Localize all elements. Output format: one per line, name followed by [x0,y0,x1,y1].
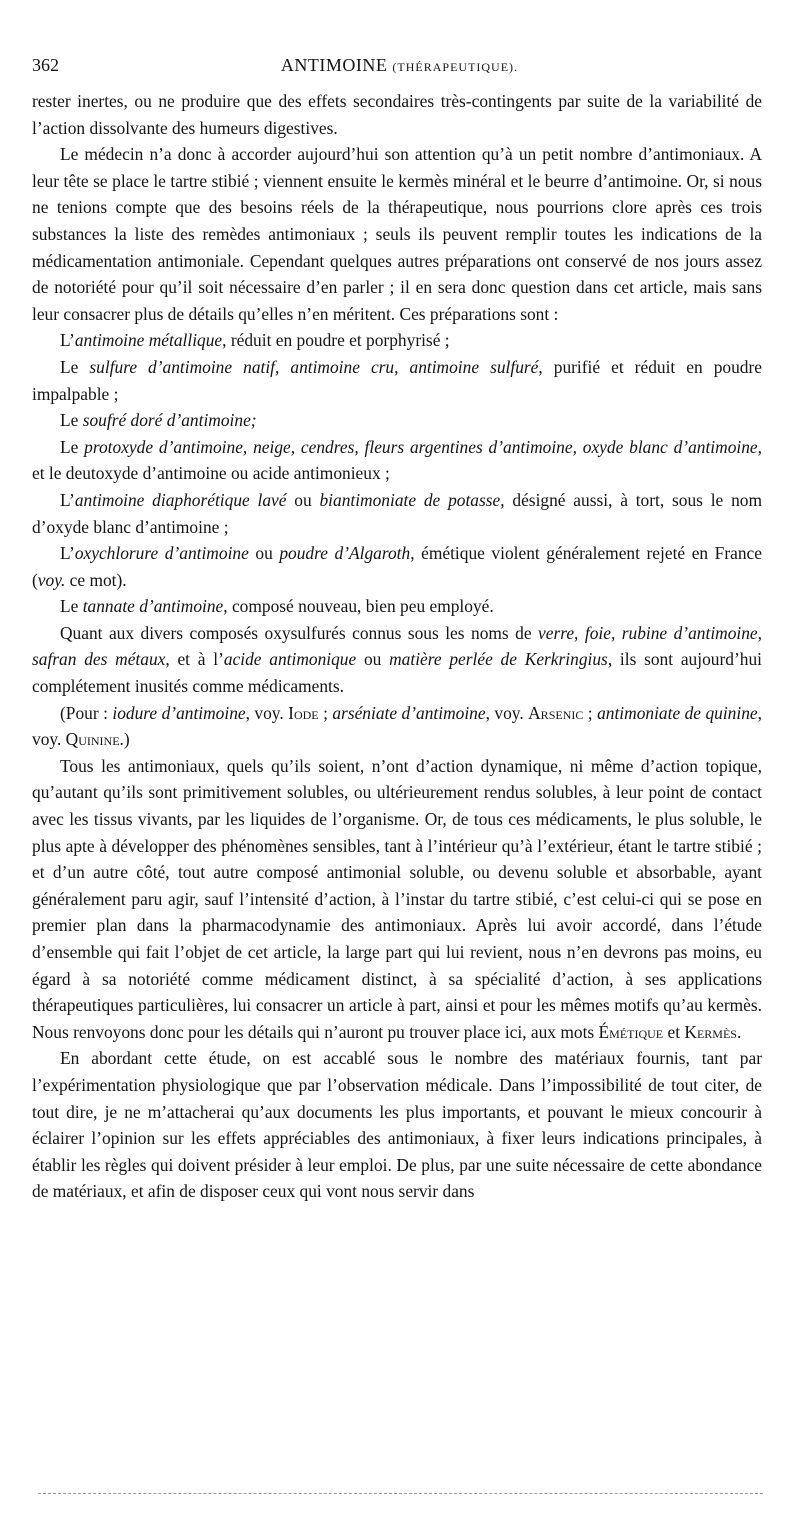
italic-term: verre, foie, rubine d’antimoine, safran des métaux [32,622,762,670]
text-run: , composé nouveau, bien peu employé. [223,596,494,617]
text-run: , émétique violent généralement rejeté en France ( [32,543,762,590]
italic-term: soufré doré d’antimoine; [82,410,257,431]
text-run: L’ [60,330,75,351]
text-run: Le [60,436,85,457]
italic-term: acide antimonique [223,649,357,670]
text-run: , ils sont aujourd’hui complétement inusités comme médicaments. [32,649,762,697]
paragraph-p1 [32,88,762,141]
paragraph-p10 [32,620,762,700]
cross-reference: Kermès [684,1021,737,1042]
cross-reference: Arsenic [528,702,584,723]
italic-term: protoxyde d’antimoine, neige, cendres, fleurs argentines d’antimoine, oxyde blanc d’antimoine [84,436,758,457]
italic-term: poudre d’Algaroth [279,543,411,564]
text-run: Le médecin n’a donc à accorder aujourd’hui son attention qu’à un petit nombre d’antimoniaux. A leur tête se place le tartre stibié ; viennent ensuite le kermès minéral et le beurre d’antimoine. Or, si nous ne tenions compte que des besoins réels de la thérapeutique, nous pourrions clore après ces trois substances la liste des remèdes antimoniaux ; seuls ils peuvent remplir toutes les indications de la médicamentation antimoniale. Cependant quelques autres préparations ont conservé de nos jours assez de notoriété pour qu’il soit nécessaire d’en parler ; il en sera donc question dans cet article, mais sans leur consacrer plus de détails qu’elles n’en méritent. Ces préparations sont : [32,144,762,324]
italic-term: antimoine métallique [74,330,223,351]
text-run: .) [119,729,130,750]
text-run: et [663,1021,685,1042]
running-title [32,55,767,76]
text-run: ou [356,649,390,670]
text-run: rester inertes, ou ne produire que des effets secondaires très-contingents par suite de la variabilité de l’action dissolvante des humeurs digestives. [32,91,762,138]
paragraph-p5 [32,407,762,434]
text-run: , voy. [485,702,529,723]
running-title-sub: (THÉRAPEUTIQUE). [392,60,519,74]
cross-reference: Iode [288,702,319,723]
text-run: Le [60,356,90,377]
article-body [32,88,762,1205]
paragraph-p12 [32,753,762,1046]
text-run: . [736,1021,742,1042]
paragraph-p13 [32,1045,762,1205]
paragraph-p8 [32,540,762,593]
italic-term: antimoine diaphorétique lavé [74,489,287,510]
italic-term: antimoniate de quinine [597,702,758,723]
page-number: 362 [32,55,59,75]
text-run: ou [248,543,280,564]
paragraph-p9 [32,593,762,620]
text-run: Le [60,596,83,617]
text-run: ; [318,702,333,723]
italic-term: biantimoniate de potasse [319,489,501,510]
text-run: , désigné aussi, à tort, sous le nom d’oxyde blanc d’antimoine ; [32,489,762,537]
cross-reference: Émétique [598,1021,664,1042]
paragraph-p3 [32,327,762,354]
paragraph-p11 [32,700,762,753]
text-run: , et le deutoxyde d’antimoine ou acide antimonieux ; [32,436,762,484]
text-run: ; [583,702,598,723]
italic-term: sulfure d’antimoine natif, antimoine cru, antimoine sulfuré [89,356,539,377]
text-run: , purifié et réduit en poudre impalpable ; [32,356,762,404]
italic-term: oxychlorure d’antimoine [74,543,249,564]
text-run: , voy. [245,702,289,723]
text-run: , et à l’ [165,649,224,670]
text-run: , réduit en poudre et porphyrisé ; [222,330,450,351]
cross-reference: Quinine [65,729,120,750]
text-run: Le [60,410,83,431]
text-run: L’ [60,489,75,510]
text-run: Tous les antimoniaux, quels qu’ils soient, n’ont d’action dynamique, ni même d’action topique, qu’autant qu’ils sont primitivement solubles, ou ultérieurement rendus solubles, à leur point de contact avec les tissus vivants, par les liquides de l’organisme. Or, de tous ces médicaments, le plus soluble, le plus apte à développer des phénomènes sensibles, tant à l’intérieur qu’à l’extérieur, étant le tartre stibié ; et d’un autre côté, tout autre composé antimonial soluble, ou devenu soluble et absorbable, ayant généralement paru agir, sauf l’intensité d’action, à l’instar du tartre stibié, c’est celui-ci qui se pose en premier plan dans la pharmacodynamie des antimoniaux. Après lui avoir accordé, dans l’étude d’ensemble qui fait l’objet de cet article, la large part qui lui revient, nous n’en devrons pas moins, eu égard à sa notoriété comme médicament distinct, à sa spécialité d’action, à ses applications thérapeutiques particulières, lui consacrer un article à part, ainsi et pour les mêmes motifs qu’au kermès. Nous renvoyons donc pour les détails qui n’auront pu trouver place ici, aux mots [32,755,762,1042]
italic-term: arséniate d’antimoine [332,702,486,723]
bottom-rule [38,1493,763,1494]
text-run: L’ [60,543,75,564]
text-run: ou [286,489,320,510]
paragraph-p7 [32,487,762,540]
text-run: (Pour : [60,702,113,723]
italic-term: iodure d’antimoine [112,702,246,723]
text-run: En abordant cette étude, on est accablé sous le nombre des matériaux fournis, tant par l’expérimentation physiologique que par l’observation médicale. Dans l’impossibilité de tout citer, de tout dire, je ne m’attacherai qu’aux documents les plus importants, et pouvant le mieux concourir à éclairer l’opinion sur les effets appréciables des antimoniaux, à fixer leurs indications principales, à établir les règles qui doivent présider à leur emploi. De plus, par une suite nécessaire de cette abondance de matériaux, et afin de disposer ceux qui vont nous servir dans [32,1048,762,1202]
paragraph-p2 [32,141,762,327]
running-title-main: ANTIMOINE [280,55,388,75]
italic-term: voy. [37,569,66,590]
text-run: , voy. [32,702,762,750]
italic-term: tannate d’antimoine [82,596,224,617]
italic-term: matière perlée de Kerkringius [389,649,608,670]
paragraph-p4 [32,354,762,407]
text-run: Quant aux divers composés oxysulfurés connus sous les noms de [60,622,539,643]
paragraph-p6 [32,434,762,487]
text-run: ce mot). [65,569,127,590]
page-header [32,55,767,81]
